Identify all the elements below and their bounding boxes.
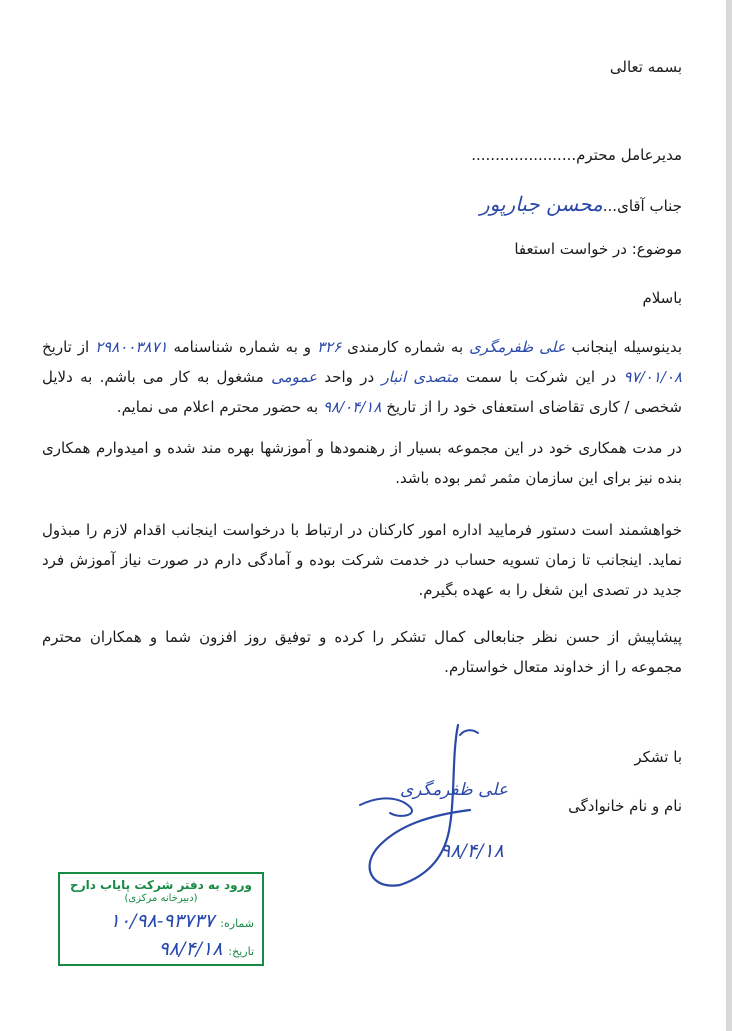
p1-text-h: شخصی / کاری تقاضای استعفای خود را از تاریخ	[386, 398, 682, 416]
paragraph-3: خواهشمند است دستور فرمایید اداره امور کارکنان در ارتباط با درخواست اینجانب اقدام لازم را مبذول نماید. اینجانب تا زمان تسویه حساب در خدمت شرکت بوده و آمادگی دارم در صورت نیاز آموزش فرد جدید در تصدی این شغل را به عهده بگیرم.	[42, 521, 682, 599]
ceo-label: مدیرعامل محترم	[576, 146, 682, 164]
paragraph-1	[42, 332, 682, 422]
paragraph-2: در مدت همکاری خود در این مجموعه بسیار از رهنمودها و آموزشها بهره مند شده و امیدوارم همکاری بنده نیز برای این سازمان مثمر ثمر بوده باشد.	[42, 439, 682, 487]
sir-dots: ...	[602, 197, 618, 215]
p1-text-c: و به شماره شناسنامه	[173, 338, 312, 356]
signature-name: علی ظفرمگری	[400, 780, 509, 800]
paragraph-4: پیشاپیش از حسن نظر جنابعالی کمال تشکر را کرده و توفیق روز افزون شما و همکاران محترم مجموعه را از خداوند متعال خواستارم.	[42, 628, 682, 676]
signature-date: ۹۸/۴/۱۸	[440, 840, 504, 862]
thanks: با تشکر	[634, 748, 682, 766]
sir-line	[480, 192, 682, 216]
sir-label: جناب آقای	[617, 197, 682, 215]
bismillah: بسمه تعالی	[609, 58, 682, 76]
signature	[340, 715, 550, 895]
handwritten-job-title: متصدی انبار	[381, 368, 459, 386]
p1-text-a: بدینوسیله اینجانب	[571, 338, 682, 356]
ceo-dots: ......................	[471, 146, 577, 164]
handwritten-unit: عمومی	[271, 368, 318, 386]
p1-text-i: به حضور محترم اعلام می نمایم.	[116, 398, 319, 416]
stamp-number-label: شماره:	[220, 917, 254, 930]
stamp-date-row	[68, 938, 254, 960]
p1-text-e: در این شرکت با سمت	[465, 368, 617, 386]
stamp-subtitle: (دبیرخانه مرکزی)	[124, 893, 198, 904]
page-edge	[726, 0, 732, 1031]
ceo-line	[471, 146, 682, 164]
handwritten-recipient-name: محسن جبارپور	[480, 192, 603, 216]
p1-text-f: در واحد	[324, 368, 375, 386]
greeting: باسلام	[642, 289, 682, 307]
handwritten-id-number: ۲۹۸۰۰۳۸۷۱	[95, 338, 168, 356]
handwritten-start-date: ۹۷/۰۱/۰۸	[623, 368, 682, 386]
handwritten-employee-name: علی ظفرمگری	[469, 338, 566, 356]
handwritten-employee-number: ۳۲۶	[316, 338, 342, 356]
stamp-number: ۱۰/۹۸-۹۳۷۳۷	[109, 910, 215, 932]
subject-line: موضوع: در خواست استعفا	[514, 240, 682, 258]
name-label: نام و نام خانوادگی	[568, 797, 682, 815]
p1-text-d: از تاریخ	[42, 338, 90, 356]
received-stamp	[58, 872, 264, 966]
stamp-title: ورود به دفتر شرکت پایاب دارح	[70, 878, 252, 892]
signature-scribble	[340, 715, 550, 895]
stamp-date: ۹۸/۴/۱۸	[158, 938, 223, 960]
p1-text-g: مشغول به کار می باشم. به دلایل	[42, 368, 264, 386]
stamp-number-row	[68, 910, 254, 932]
stamp-date-label: تاریخ:	[228, 945, 254, 958]
p1-text-b: به شماره کارمندی	[347, 338, 464, 356]
handwritten-resignation-date: ۹۸/۰۴/۱۸	[322, 398, 382, 416]
